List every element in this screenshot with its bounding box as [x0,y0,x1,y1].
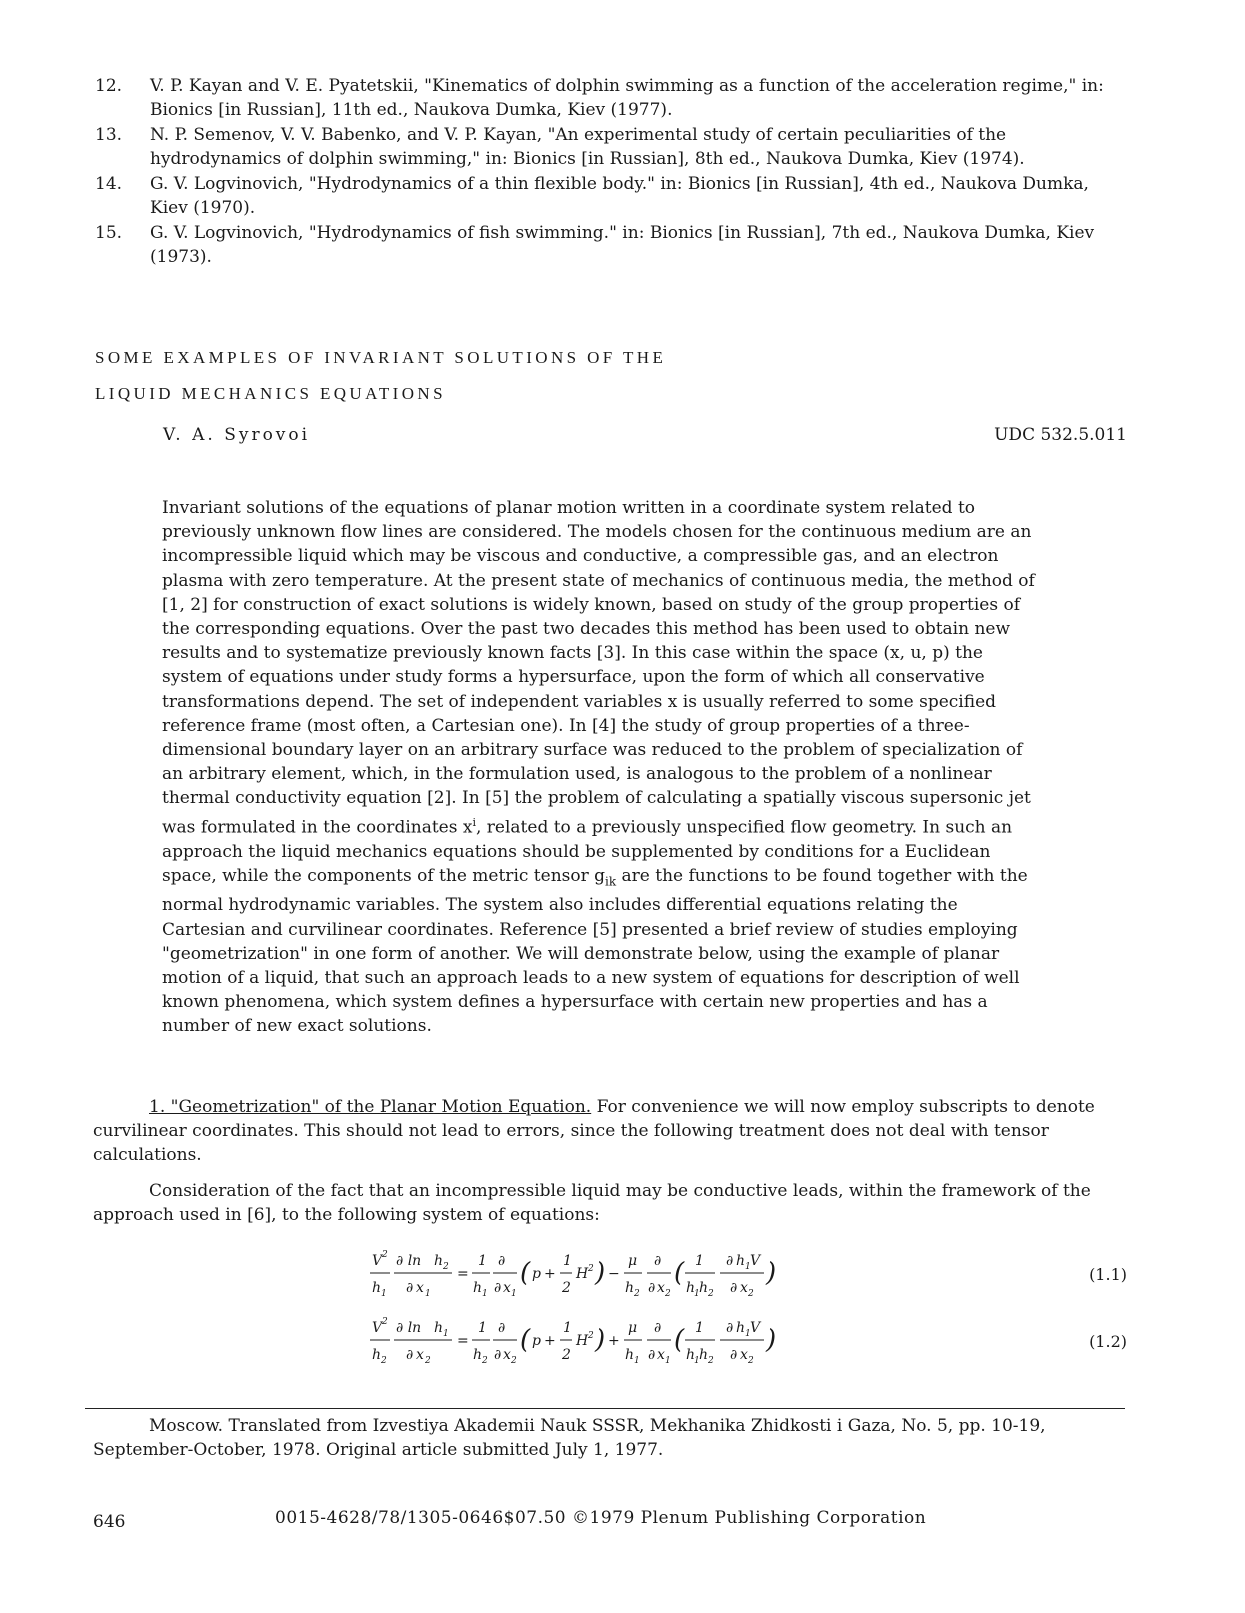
eq2-h-ln: h [434,1320,444,1336]
svg-text:2: 2 [562,1280,571,1296]
svg-text:∂: ∂ [654,1253,662,1269]
svg-text:h: h [625,1280,635,1296]
svg-text:x: x [503,1347,511,1363]
svg-text:+: + [544,1266,556,1282]
reference-number: 12. [95,76,123,96]
svg-text:μ: μ [628,1253,638,1269]
svg-text:∂: ∂ [406,1280,414,1296]
eq1-h-den-sub: 1 [381,1289,387,1299]
svg-text:1: 1 [695,1253,704,1269]
section-1-paragraph-2: Consideration of the fact that an incompressible liquid may be conductive leads, within the framework of the approach used in [6], to the following system of equations: [93,1181,1091,1225]
svg-text:H: H [576,1266,589,1282]
svg-text:=: = [457,1333,469,1349]
svg-text:2: 2 [708,1356,714,1366]
svg-text:h: h [699,1347,709,1363]
svg-text:2: 2 [511,1356,517,1366]
svg-text:h: h [736,1253,746,1269]
svg-text:): ) [595,1325,606,1355]
abstract-text-a: Invariant solutions of the equations of planar motion written in a coordinate system related to previously unknown flow lines are considered. The models chosen for the continuous medium are an incompressible liquid which may be viscous and conductive, a compressible gas, and an electron plasma with zero temperature. At the present state of mechanics of continuous media, the method of [1, 2] for construction of exact solutions is widely known, based on study of the group properties of the corresponding equations. Over the past two decades this method has been used to obtain new results and to systematize previously known facts [3]. In this case within the space (x, u, p) the system of equations under study forms a hypersurface, upon the form of which all conservative transformations depend. The set of independent variables x is usually referred to some specified reference frame (most often, a Cartesian one). In [4] the study of group properties of a three-dimensional boundary layer on an arbitrary surface was reduced to the problem of specialization of an arbitrary element, which, in the formulation used, is analogous to the problem of a nonlinear thermal conductivity equation [2]. In [5] the problem of calculating a spatially viscous supersonic jet was formulated in the coordinates x [162,498,1035,838]
udc-code: UDC 532.5.011 [994,425,1127,445]
section-1-text: For convenience we will now employ subscripts to denote curvilinear coordinates. This should not lead to errors, since the following treatment does not deal with tensor calculations. [93,1097,1095,1165]
svg-text:∂: ∂ [726,1253,734,1269]
svg-text:x: x [740,1347,748,1363]
svg-text:V: V [750,1320,761,1336]
svg-text:=: = [457,1266,469,1282]
equation-1-1 [370,1243,850,1303]
abstract-superscript: i [472,815,476,829]
reference-text: G. V. Logvinovich, "Hydrodynamics of fish swimming." in: Bionics [in Russian], 7th ed., Naukova Dumka, Kiev (1973). [150,223,1095,267]
svg-text:H: H [576,1333,589,1349]
svg-text:): ) [766,1258,777,1288]
svg-text:2: 2 [588,1331,594,1341]
svg-text:1: 1 [511,1289,517,1299]
eq2-x-sub: 2 [425,1356,431,1366]
svg-text:V: V [372,1253,383,1269]
section-1-paragraph [93,1095,1128,1167]
reference-number: 14. [95,174,123,194]
abstract-subscript: ik [605,874,617,889]
equation-label-1-1: (1.1) [1089,1265,1127,1284]
publication-line: 0015-4628/78/1305-0646$07.50 ©1979 Plenum Publishing Corporation [275,1508,927,1528]
svg-text:1: 1 [478,1320,487,1336]
svg-text:h: h [686,1280,696,1296]
svg-text:1: 1 [694,1289,700,1299]
svg-text:2: 2 [748,1356,754,1366]
svg-text:): ) [766,1325,777,1355]
eq1-x-mu-sub: 2 [665,1289,671,1299]
eq1-h-mu-sub: 2 [634,1289,640,1299]
eq2-h-mu-sub: 1 [634,1356,640,1366]
svg-text:1: 1 [478,1253,487,1269]
eq1-h-den: h [372,1280,382,1296]
svg-text:h: h [736,1320,746,1336]
svg-text:∂: ∂ [648,1280,656,1296]
svg-text:1: 1 [563,1253,572,1269]
svg-text:): ) [595,1258,606,1288]
reference-number: 13. [95,125,123,145]
eq2-h-den: h [372,1347,382,1363]
svg-text:1: 1 [482,1289,488,1299]
svg-text:μ: μ [628,1320,638,1336]
svg-text:2: 2 [588,1264,594,1274]
author-name: V. A. Syrovoi [163,425,311,445]
svg-text:x: x [503,1280,511,1296]
reference-text: N. P. Semenov, V. V. Babenko, and V. P. Kayan, "An experimental study of certain peculiarities of the hydrodynamics of dolphin swimming," in: Bionics [in Russian], 8th ed., Naukova Dumka, Kiev (1974). [150,125,1025,169]
footnote: Moscow. Translated from Izvestiya Akademii Nauk SSSR, Mekhanika Zhidkosti i Gaza, No. 5, pp. 10-19, September-October, 1978. Original article submitted July 1, 1977. [93,1416,1046,1460]
abstract [162,496,1042,1039]
eq1-h-ln: h [434,1253,444,1269]
eq2-operator: + [608,1333,620,1349]
svg-text:∂: ∂ [494,1280,502,1296]
svg-text:+: + [544,1333,556,1349]
reference-item [95,74,1125,122]
svg-text:∂ ln: ∂ ln [396,1320,422,1336]
svg-text:∂: ∂ [730,1347,738,1363]
title-line-1: SOME EXAMPLES OF INVARIANT SOLUTIONS OF THE [95,348,667,367]
svg-text:1: 1 [694,1356,700,1366]
svg-text:∂: ∂ [648,1347,656,1363]
svg-text:2: 2 [482,1356,488,1366]
svg-text:∂: ∂ [654,1320,662,1336]
article-title [95,340,666,412]
svg-text:x: x [416,1280,424,1296]
footnote-divider [85,1408,1125,1409]
svg-text:1: 1 [695,1320,704,1336]
svg-text:h: h [699,1280,709,1296]
svg-text:x: x [657,1280,665,1296]
svg-text:V: V [372,1320,383,1336]
svg-text:x: x [657,1347,665,1363]
eq1-h-ln-sub: 2 [443,1262,449,1272]
svg-text:∂: ∂ [406,1347,414,1363]
svg-text:∂ ln: ∂ ln [396,1253,422,1269]
svg-text:2: 2 [382,1317,388,1327]
svg-text:p: p [532,1333,541,1349]
eq2-x-mu-sub: 1 [665,1356,671,1366]
reference-text: V. P. Kayan and V. E. Pyatetskii, "Kinematics of dolphin swimming as a function of the acceleration regime," in: Bionics [in Russian], 11th ed., Naukova Dumka, Kiev (1977). [150,76,1104,120]
svg-text:h: h [625,1347,635,1363]
svg-text:∂: ∂ [494,1347,502,1363]
reference-item [95,172,1125,220]
svg-text:∂: ∂ [726,1320,734,1336]
svg-text:1: 1 [563,1320,572,1336]
svg-text:1: 1 [745,1262,751,1272]
svg-text:h: h [686,1347,696,1363]
eq2-h-ln-sub: 1 [443,1329,449,1339]
svg-text:h: h [473,1280,483,1296]
svg-text:p: p [532,1266,541,1282]
svg-text:x: x [416,1347,424,1363]
equation-label-1-2: (1.2) [1089,1332,1127,1351]
abstract-text-b: , related to a previously unspecified flow geometry. In such an approach the liquid mechanics equations should be supplemented by conditions for a Euclidean space, while the components of the metric tensor g [162,817,1013,886]
svg-text:(: ( [520,1258,531,1288]
svg-text:1: 1 [745,1329,751,1339]
svg-text:(: ( [520,1325,531,1355]
reference-text: G. V. Logvinovich, "Hydrodynamics of a thin flexible body." in: Bionics [in Russian], 4th ed., Naukova Dumka, Kiev (1970). [150,174,1089,218]
reference-list [95,74,1125,270]
section-1-heading: 1. "Geometrization" of the Planar Motion Equation. [149,1097,592,1117]
eq1-x-sub: 1 [425,1289,431,1299]
svg-text:2: 2 [708,1289,714,1299]
reference-item [95,221,1125,269]
reference-item [95,123,1125,171]
svg-text:2: 2 [562,1347,571,1363]
svg-text:x: x [740,1280,748,1296]
svg-text:2: 2 [382,1250,388,1260]
svg-text:2: 2 [748,1289,754,1299]
svg-text:V: V [750,1253,761,1269]
svg-text:∂: ∂ [730,1280,738,1296]
svg-text:(: ( [674,1258,685,1288]
equation-1-2 [370,1310,850,1370]
svg-text:∂: ∂ [498,1320,506,1336]
abstract-text-c: are the functions to be found together with the normal hydrodynamic variables. The system also includes differential equations relating the Cartesian and curvilinear coordinates. Reference [5] presented a brief review of studies employing "geometrization" in one form of another. We will demonstrate below, using the example of planar motion of a liquid, that such an approach leads to a new system of equations for description of well known phenomena, which system defines a hypersurface with certain new properties and has a number of new exact solutions. [162,865,1028,1037]
title-line-2: LIQUID MECHANICS EQUATIONS [95,384,446,403]
svg-text:h: h [473,1347,483,1363]
eq2-h-den-sub: 2 [381,1356,387,1366]
eq1-operator: − [608,1266,620,1282]
svg-text:(: ( [674,1325,685,1355]
svg-text:∂: ∂ [498,1253,506,1269]
reference-number: 15. [95,223,123,243]
page-number: 646 [93,1512,126,1532]
